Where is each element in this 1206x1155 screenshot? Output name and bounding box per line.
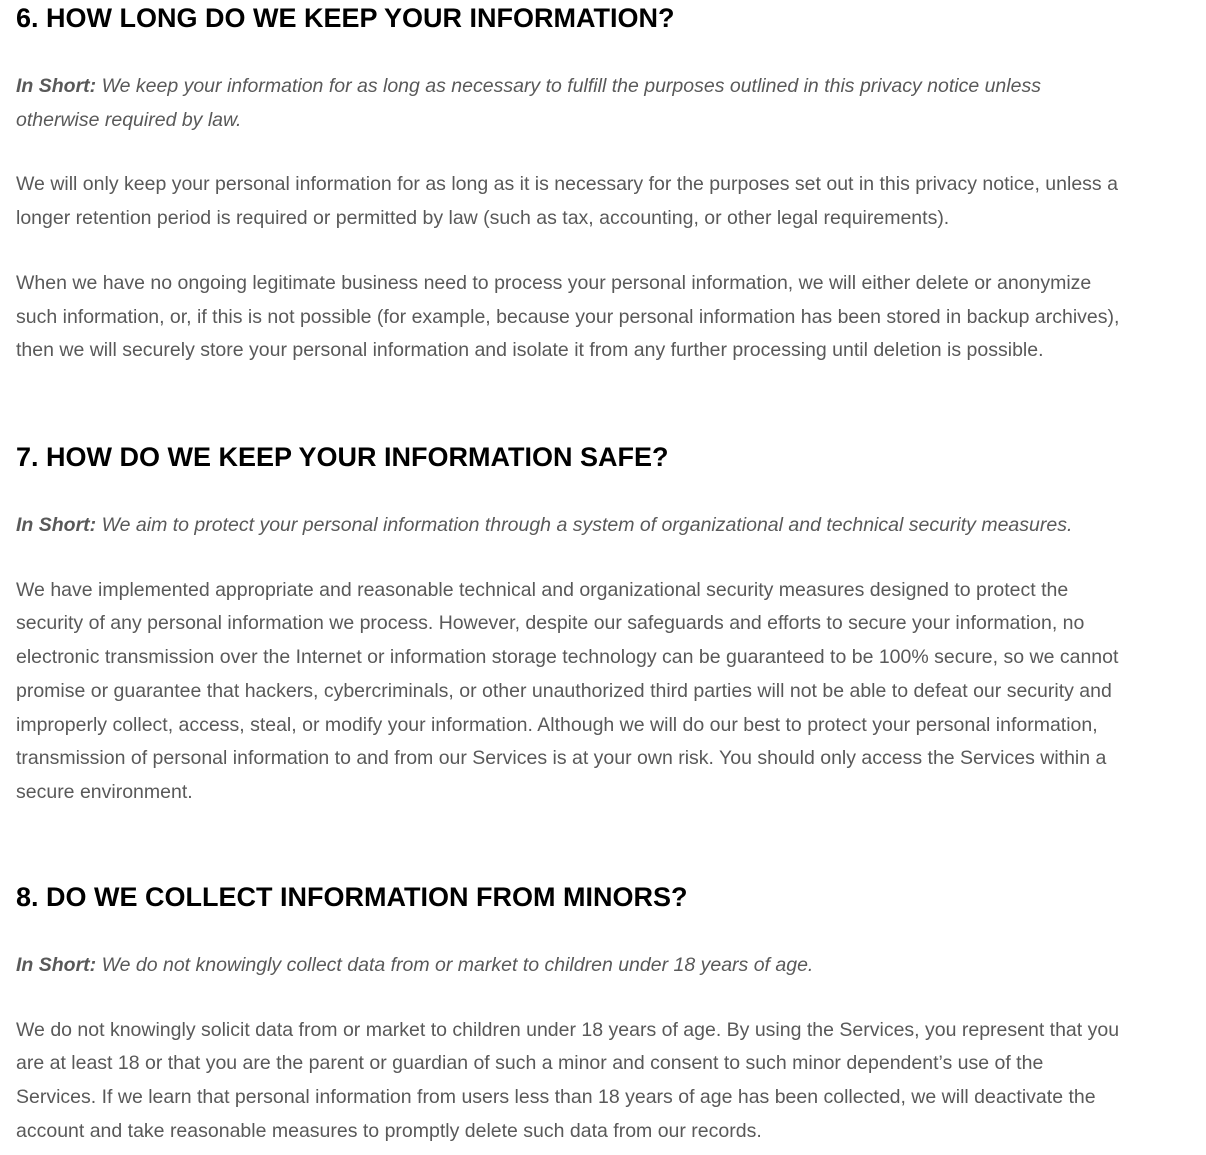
section-title: 7. HOW DO WE KEEP YOUR INFORMATION SAFE? xyxy=(16,442,669,472)
summary-text: We do not knowingly collect data from or market to children under 18 years of age. xyxy=(96,954,814,976)
section-minors xyxy=(16,879,1126,1149)
in-short-summary xyxy=(16,509,1126,543)
paragraph: We will only keep your personal information for as long as it is necessary for the purposes set out in this privacy notice, unless a longer retention period is required or permitted by law (such as tax, accounting, or other legal requirements). xyxy=(16,173,1118,230)
in-short-summary xyxy=(16,70,1126,137)
in-short-summary xyxy=(16,949,1126,983)
summary-text: We aim to protect your personal information through a system of organizational and technical security measures. xyxy=(96,514,1073,536)
summary-label: In Short: xyxy=(16,75,97,97)
section-title: 6. HOW LONG DO WE KEEP YOUR INFORMATION? xyxy=(16,3,675,33)
section-security xyxy=(16,439,1126,810)
summary-label: In Short: xyxy=(16,514,97,536)
paragraph: When we have no ongoing legitimate business need to process your personal information, we will either delete or anonymize such information, or, if this is not possible (for example, because your personal information has been stored in backup archives), then we will securely store your personal information and isolate it from any further processing until deletion is possible. xyxy=(16,271,1120,362)
summary-text: We keep your information for as long as necessary to fulfill the purposes outlined in this privacy notice unless otherwise required by law. xyxy=(16,75,1041,131)
section-retention xyxy=(16,0,1126,368)
summary-label: In Short: xyxy=(16,954,97,976)
section-title: 8. DO WE COLLECT INFORMATION FROM MINORS? xyxy=(16,882,688,912)
paragraph: We do not knowingly solicit data from or market to children under 18 years of age. By using the Services, you represent that you are at least 18 or that you are the parent or guardian of such a minor and consent to such minor dependent’s use of the Services. If we learn that personal information from users less than 18 years of age has been collected, we will deactivate the account and take reasonable measures to promptly delete such data from our records. xyxy=(16,1018,1120,1142)
paragraph: We have implemented appropriate and reasonable technical and organizational security measures designed to protect the security of any personal information we process. However, despite our safeguards and efforts to secure your information, no electronic transmission over the Internet or information storage technology can be guaranteed to be 100% secure, so we cannot promise or guarantee that hackers, cybercriminals, or other unauthorized third parties will not be able to defeat our security and improperly collect, access, steal, or modify your information. Although we will do our best to protect your personal information, transmission of personal information to and from our Services is at your own risk. You should only access the Services within a secure environment. xyxy=(16,578,1119,803)
